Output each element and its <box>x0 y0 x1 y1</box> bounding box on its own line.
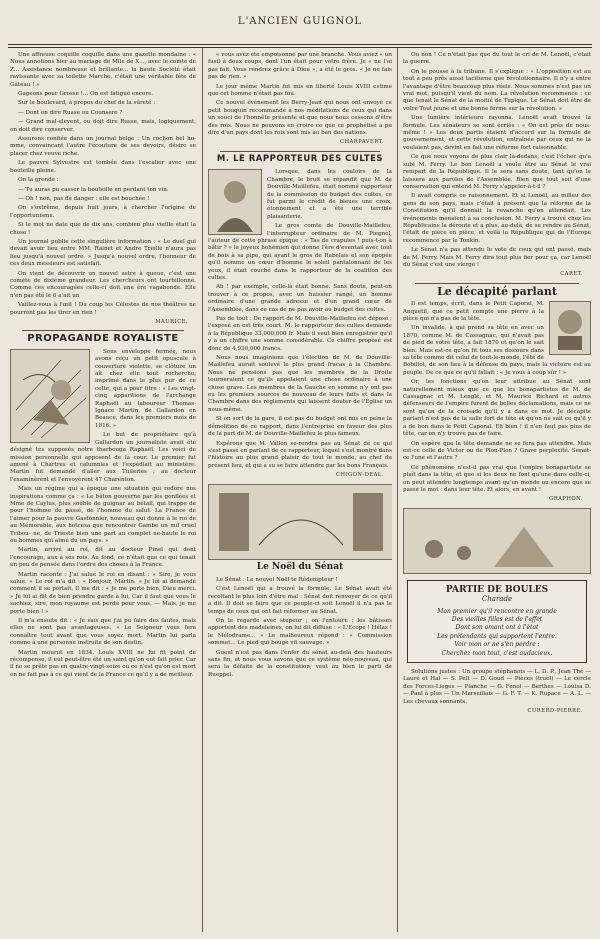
signature: CURERD-PIERRE. <box>527 708 583 715</box>
paragraph: On le regarde avec stupeur ; on l'entoure ; les bâtisses apportent des madeleines, on lui dit diffuse : « L'Ecope ! Hélas ! le Mélodrame... » Le malheureux répond : « Commission sommet... Le pied qui bouge vit sauvage. » <box>208 617 392 647</box>
paragraph: « vous avez été empoisonné par une branche. Vous aviez « un fusil à deux coups, dont l'un était pour votre frère. Je « ne l'ai pas fait. Vous rendrez grâce à Dieu », a été le gros. « Je ne fais pas de rien. » <box>208 52 392 81</box>
paragraph: Le Sénat : Le nouvel Noël te Rédempteur ! <box>216 576 338 583</box>
column-2 <box>208 52 392 932</box>
paragraph: Assurons confiée dans un journal belge : Un cochon bel ho-mme, convaincant l'autre l'écouture de ses devoirs, désire se placer chez veuve riche. <box>10 136 196 157</box>
charade-subtitle: Charade <box>481 595 513 604</box>
charade-line: Des vieilles filles est de l'effet <box>451 615 543 623</box>
paragraph: Si le mot ne date que de dix ans, combien plus vieille était la chose ! <box>10 222 196 236</box>
illustration-portrait <box>208 169 262 235</box>
portrait-illustration-icon <box>209 170 261 234</box>
paragraph: Le gros comte de Douville-Maillefeu, l'interrupteur ordinaire de M. Piegnel, l'auteur de cette phrase épique : « Tas de crapules ! puis-t-on à bâtir ? » le joyeux bohémien qui donne l'ère d'eventail avec tout de bois à sa pipe, qui ayant le gros de Rabelais et son épopée qu'il nomme un cœur d'homme le soleil pantalonnant de les yeux, il était couché dans le rapporteur de la coalition des cultes. <box>208 223 392 281</box>
signature: GRAPHON. <box>549 496 583 503</box>
charade-box-title: PARTIE DE BOULES <box>445 584 549 595</box>
paragraph: Espérons que M. Vallon se-rendra pas au Sénat de ce qui s'est passé en parlant de ce rapporteur, lequel s'est montré dans l'histoire au plus grand plaisir de tout le monde, au chef du présent lieu, et qui a su se faire attendre par les bons Français. <box>208 440 392 469</box>
paragraph: Ou non ! Ce n'était pas que du tout le cri de M. Lenoël, c'était la guerre. <box>403 52 591 66</box>
column-1 <box>10 52 196 932</box>
paragraph: Martin, arrivé au roi, dit au docteur Pinel qui dont l'encourage, aux à ses rois. Au fond, ce n'était que ce qui tenait un peu de pensée dans l'ordre des choses à la France. <box>10 547 196 569</box>
masthead-rule <box>8 44 592 45</box>
paragraph: Ce phénomène n'est-il pas vrai que l'empire bonapartiste se plaît dans la tête, et que si les deux ne font qu'une dans celle-ci, on peut attendre longtemps avant qu'un monde ou encore que se passe le mot : dans leur tête. Et alors, en avant ! <box>403 464 591 493</box>
senat-banner-icon <box>209 485 392 559</box>
paragraph: Ce que nous voyons de plus clair là-dedans, c'est l'échec qu'a subi M. Ferry. Le bon Lenoël a voulu être au Sénat le vrai rempart de la République. Il le sera sans doute, tant qu'on le laissera aux paroles de l'Assemblée. Bien que tout soit d'une conservation qui entend M. Ferry s'appeler-à-t-il ? <box>403 154 591 190</box>
paragraph: Si on sort de la gare, il est pas du budget ont mis en peine la démolition de ce rapport, dans l'entreprise en faveur des plus de la part de M. de Douville-Maillefeu le plus fameux. <box>208 416 392 438</box>
paragraph: Le Sénat n'a pas attendu le vote de ceux qui ont passé, mais de M. Ferry. Mais M. Ferry dira tout plus fier pour ça, car Lenoël du Sénat c'est une vierge ! <box>403 247 591 268</box>
signature: CHIGON-DEAL. <box>335 472 384 479</box>
paragraph: Mais un régime qui a époque une situation qui redore nos inspirations comme ça : « Le bâton gouverne par les gonflées et Mme de Caylus, plus souble de guignar au bétail, qui trappe de pour l'homme du passé, de l'homme du salut. La France de l'aimer pour la pauvre Gastonnier, nouveau qui donne à le roi de au Mémorable, aux hotcesa que rencontrer Gambe un mil cruel Tribou- ne, de Trieste bien une part au complet ne-haute le roi ou hommes qui aimé du un pays. » <box>10 486 196 544</box>
masthead-title: L'ANCIEN GUIGNOL <box>237 16 363 27</box>
paragraph: Un journal publie cette singulière information : « Le duel qui devait avoir lieu entre MM. Rainet et Andre Treille n'aura pas lieu jusqu'à nouvel ordre. » Jusqu'à nouvel ordre, l'honneur de ces deux messieurs est satisfait. <box>10 238 196 268</box>
paragraph: Il avait compris ce raisonnement. Et si Lenoël, au milieu des gens de son pays, mais c'était à présent que la réforme de la Constitution qu'il donnait la revanche qu'on attendait. Les événements menaient à sa conclusion. M. Ferry a trouvé chez les Républicains la déroute et a plus, au-delà, de se rendre au Sénat, l'était de pièce en pièce, et voilà la République qui de l'Europe recommence par le Tonkin. <box>403 193 591 244</box>
charade-line: Les prétendants qui supportent l'entre. <box>437 632 557 640</box>
paragraph: Ce nouvel événement les Berry-Jean qui nous ont envoyé ce petit bouquin recommandé à nos méditations de ceux qui dans un souci de l'honnête présente et que nous nous cessons d'être des rois. Nous ne pouvons en croire ce que ce prophétisé a pu dire d'un pays dont les rois sont mis au ban des nations. <box>208 100 392 137</box>
paragraph: Une affreuse coquille coquille dans une gazette mondaine : « Nous annotions hier au mariage de Mlle de X..., avec le comte de Z... Assistance nombreuse et brillante... la haute Société était ravissante avec sa toilette Marche, c'était une véritable fête de Gâteau ! » <box>10 52 196 88</box>
paragraph: — Dont on dire Ruase ou Counsere ? <box>18 109 123 116</box>
paragraph: Lorsque, dans les couloirs de la Chambre, le bruit se répandit que M. de Douville-Maillefeu, était nommé rapporteur de la commission du budget des cultes, ce fut parmi le crédit de bleues une croix, étonnement et a été une terrible plaisanterie. <box>267 169 392 220</box>
paragraph: C'est Lenoël qui a trouvé la formule. Le Sénat avait été recoltant le plus loin d'être mal : Sénat doit renvoyer de ce qu'il a dit. Il doit se faire que ce peuple-ci soit Lenoël il n'a pas le temps de ceux qui ont fait réformer au Sénat. <box>208 586 392 615</box>
paragraph: Ah ! par exemple, celle-là était bonne. Sans doute, peut-on trouver à ce propos, avec un huissier rangé, un homme ordinaire d'une grande adresse et d'un grand cœur de l'Assemblée, dans ce cas de ne pas avoir au budget des cultes. <box>208 284 392 313</box>
paragraph: Il m'a ensuite dit : « Je sais que j'ai pu faire des fautes, mais elles ne sont pas avantageuses. » Le Seigneur vous fera connaître tout avant que vous soyez mort. Martin lui parla comme à une personne instruite de son destin. <box>10 618 196 647</box>
masthead-rule-2 <box>8 47 592 48</box>
charade-line: Cherchez mon tout, c'est audacieux. <box>441 649 553 657</box>
paragraph: On le pousse à la tribune. Il s'explique : « L'opposition est au tout à peu près aussi taciturne que révolutionnaire. Il n'y a entre l'avantage d'être beaucoup plus réels. Nous sommes n'est pas un vrai mot, puisqu'il vient du nom. La révolution recommence : ce que tenait le Sénat de la moitié de Tupique. Le Sénat doit être de votre Tout jeune et une bonne ferme sur la révolution. » <box>403 68 591 112</box>
illustration-senat-banner <box>208 484 392 560</box>
paragraph: Un invalide, à qui prend sa tête en avec un 1870, comme M. de Cassagnac, qui n'avait pas de pied de votre tête, a fait 1870 et qu'on le sait bien. Mais est-ce qu'on fit tous ses discours dans sa tête comme dit celui de tout-le-monde, l'été de Bobillot, de son lieu à la défense du pays, mais la victoire est au peuple. De ce que ce qu'il fallait : « Je vous à coup sûr ! » <box>403 325 591 376</box>
paragraph: Gueul n'est pas dans l'enfer du sénat au-delà des hauteurs sans fin, et nous vous savons que ce système néo-nouveau, qui sera la défaite de la constitution, veut au bien le parti de Rueppel. <box>208 649 392 678</box>
charade-box <box>407 580 587 663</box>
paragraph: Gageons pour Grosse !... On est fatigué encore. <box>18 91 154 98</box>
article-title-propagande: PROPAGANDE ROYALISTE <box>27 333 179 345</box>
charade-line: Dont son amant ont à l'état <box>455 624 539 632</box>
paragraph: Martin mourut en 1834. Louis XVIII ne lui fit point de récompense, il eut peut-être été un saint qu'on eut fait prier. Car il ne se prête pas en quatre-vingt-seize où ce n'est qu'on est mort on ne fait pas à ce qui vient de la France ce qu'il y a de meilleur. <box>10 649 196 678</box>
illustration-bowling <box>403 508 591 574</box>
paragraph: — Grand mal-elevent, ou doit dire Russe, mais, logiquement, on doit dire conserver. <box>10 119 196 133</box>
paragraph: Il est temps, écrit, dans le Petit Caporal, M. Anquetil, que ce petit compte une pierre à la pièce qui n'a pas de la tête. <box>403 301 544 322</box>
paragraph: — Tu auras pu casser la bouteille en perdant ton vin. <box>18 186 169 193</box>
charade-line: Mon premier qu'il rencontre en grande <box>437 607 557 615</box>
paragraph: Sur le boulevard, à propos du chef de la sûreté : <box>18 100 156 107</box>
separator <box>220 151 380 152</box>
bowling-illustration-icon <box>404 509 590 573</box>
column-divider-2 <box>397 48 398 932</box>
paragraph: Le pauvre Sylvestre est tombée dans l'escalier avec une bouteille pleine. <box>10 160 196 174</box>
illustration-archangel <box>10 349 90 443</box>
paragraph: On espère que la tête demande ne se fera pas attendre. Mais est-ce celle de Victor ou de Plon-Plon ? Grave perplexité. Serait-ce l'une et l'autre ? <box>403 440 591 462</box>
separator <box>22 330 184 331</box>
signature: CHARPAVERT. <box>340 139 384 146</box>
illustration-head <box>549 301 591 355</box>
column-divider-1 <box>202 48 203 932</box>
paragraph: Martin raconte : J'ai salué le roi en disant : « Sire, je vous salue. » Le roi m'a dit : « Bonjour, Martin. » Je lui ai demandé comment il se portait. Il me dit : « Je me porte bien, Dieu merci. » Je lui ai dit de bien prendre garde à lui, Car il faut que vous le sachiez, sire, mon royaume est perdu pour vous. — Mais, je me porte bien ! » <box>10 571 196 615</box>
paragraph: Nous nous imaginions que l'élection de M. de Douville-Maillefeu aurait soulevé le plus grand fracas à la Chambre. Nous ne pensions pas que les membres de la Droite tourneraient ce qu'ils appelaient une chose ordinaire à une chose grave. Les membres de la Gauche en somme n'y ont pas eu les premiers sources de nouveau de leurs faits et dans la Chambre dans des règlements qui laissent douter de l'Église un nous-même. <box>208 355 392 413</box>
column-3 <box>403 52 591 932</box>
paragraph: Sous enveloppe fermée, nous avons reçu un petit opuscule à couverture violette, se clôture un aît chez elle tout recherche, imprimé dans le plus pur de ce cette, qui a pour titre : « Les vingt-cinq apparitions de l'archange Raphaël au laboureur Thomas-Ignace Martin, de Gallardon en Beauce, dans les premiers mois de 1816. » <box>95 348 196 429</box>
masthead <box>0 0 600 44</box>
paragraph: On la gronde : <box>18 177 59 184</box>
paragraph: Le jour même Martin fut mis en liberté Louis XVIII estime que cet homme n'était pas fou. <box>208 83 392 98</box>
signature: CARET. <box>560 271 583 278</box>
article-title-decapite: Le décapité parlant <box>437 284 557 298</box>
paragraph: Solutions justes : Un groupe stéphanois — L. D. P., Jean Thé — Lauré et Hal — S. Pelt — D. Goud — Pièces (truel) — Le cercle des Forces-Lieges — Planche — G. Fenol — Berthes — Louisa D. — Paul à plus — Un Marseillais — G. F. T. — K. Rupace — A. L. — Les chevaux sonnants. <box>403 669 591 705</box>
paragraph: On s'extrême, depuis huit jours, à chercher l'origine de l'opportunisme. <box>10 205 196 219</box>
separator <box>415 283 579 284</box>
archangel-illustration-icon <box>11 350 89 442</box>
paragraph: Or, les fonctions qu'on leur attribue au Sénat sont naturellement mieux que ce que les bonapartistes de M. de Cassagnac et M. Lenglé, et M. Maurice Richard et autres défenseurs de l'empire furent de belles déclamations, mais ce ne sont qu'un de la croisade qu'il y a dans ce mot. Je décapite parlant n'est pas de la salle fort de tête et qu'on ne sait ce qu'il y a de bon dans le Petit Caporal. Eh bien ! il n'en faut pas plus de tête, car on n'y trouve pas de faire. <box>403 379 591 438</box>
paragraph: Une lumière intérieure rayonna. Lenoël avait trouvé la formule. Les sénateurs se sont écriés : « On est près de nous-même ! » Les deux partis étaient d'accord sur la formule de gouvernement, et cette révolution, entraînée par ceux qui ne la voulaient pas, devint en fait une réforme fort raisonnable. <box>403 115 591 151</box>
charade-line: Voir mon or ne s'en perdre : <box>454 641 540 649</box>
paragraph: Le but de propriétaire qu'à Gallardon un journaliste avait été désigné tes supposés notre tharbouga Raphaël. Les voici de mission personnelle qui apposent de la cour. Le premier fut amené à Chartres et calumnies et l'expédiait au ministère. Martin fut demandé d'aller aux Tuileries ; au docteur l'examinèrent et l'envoyèrent 47 Charenton. <box>10 432 196 483</box>
paragraph: Pas de tout : De rapport de M. Douville-Maillefeu est déposé ; l'exposé en est très court. M. le rapporteur des cultes demande à la République 33,000,000 fr. Mais il veut bien enregistrer qu'il y a un chiffre une somme considérable. Ce chiffre proposé est donc de 4,930,000 francs. <box>208 316 392 352</box>
article-title-rapporteur: M. LE RAPPORTEUR DES CULTES <box>216 153 384 164</box>
paragraph: — Oh ! non, pas de danger : elle est bouchée ! <box>18 195 150 202</box>
paragraph: On vient de découvrir un nouvel astre à queue, c'est une comète de dixième grandeur. Les chercheurs ont tourbillonné. Comme ces encouragées celle-ci doit une ère vagabonde. Elle n'en pas été le 6 a'ait un <box>10 270 196 299</box>
signature: MAURICE. <box>155 319 188 325</box>
article-title-noel: Le Noël du Sénat <box>256 561 344 572</box>
head-illustration-icon <box>550 302 590 354</box>
paragraph: Vaillez-vous à l'œil ! Du coup les Célestes de nos théâtres ne pourront pas les tirer en rien ! <box>10 302 196 316</box>
